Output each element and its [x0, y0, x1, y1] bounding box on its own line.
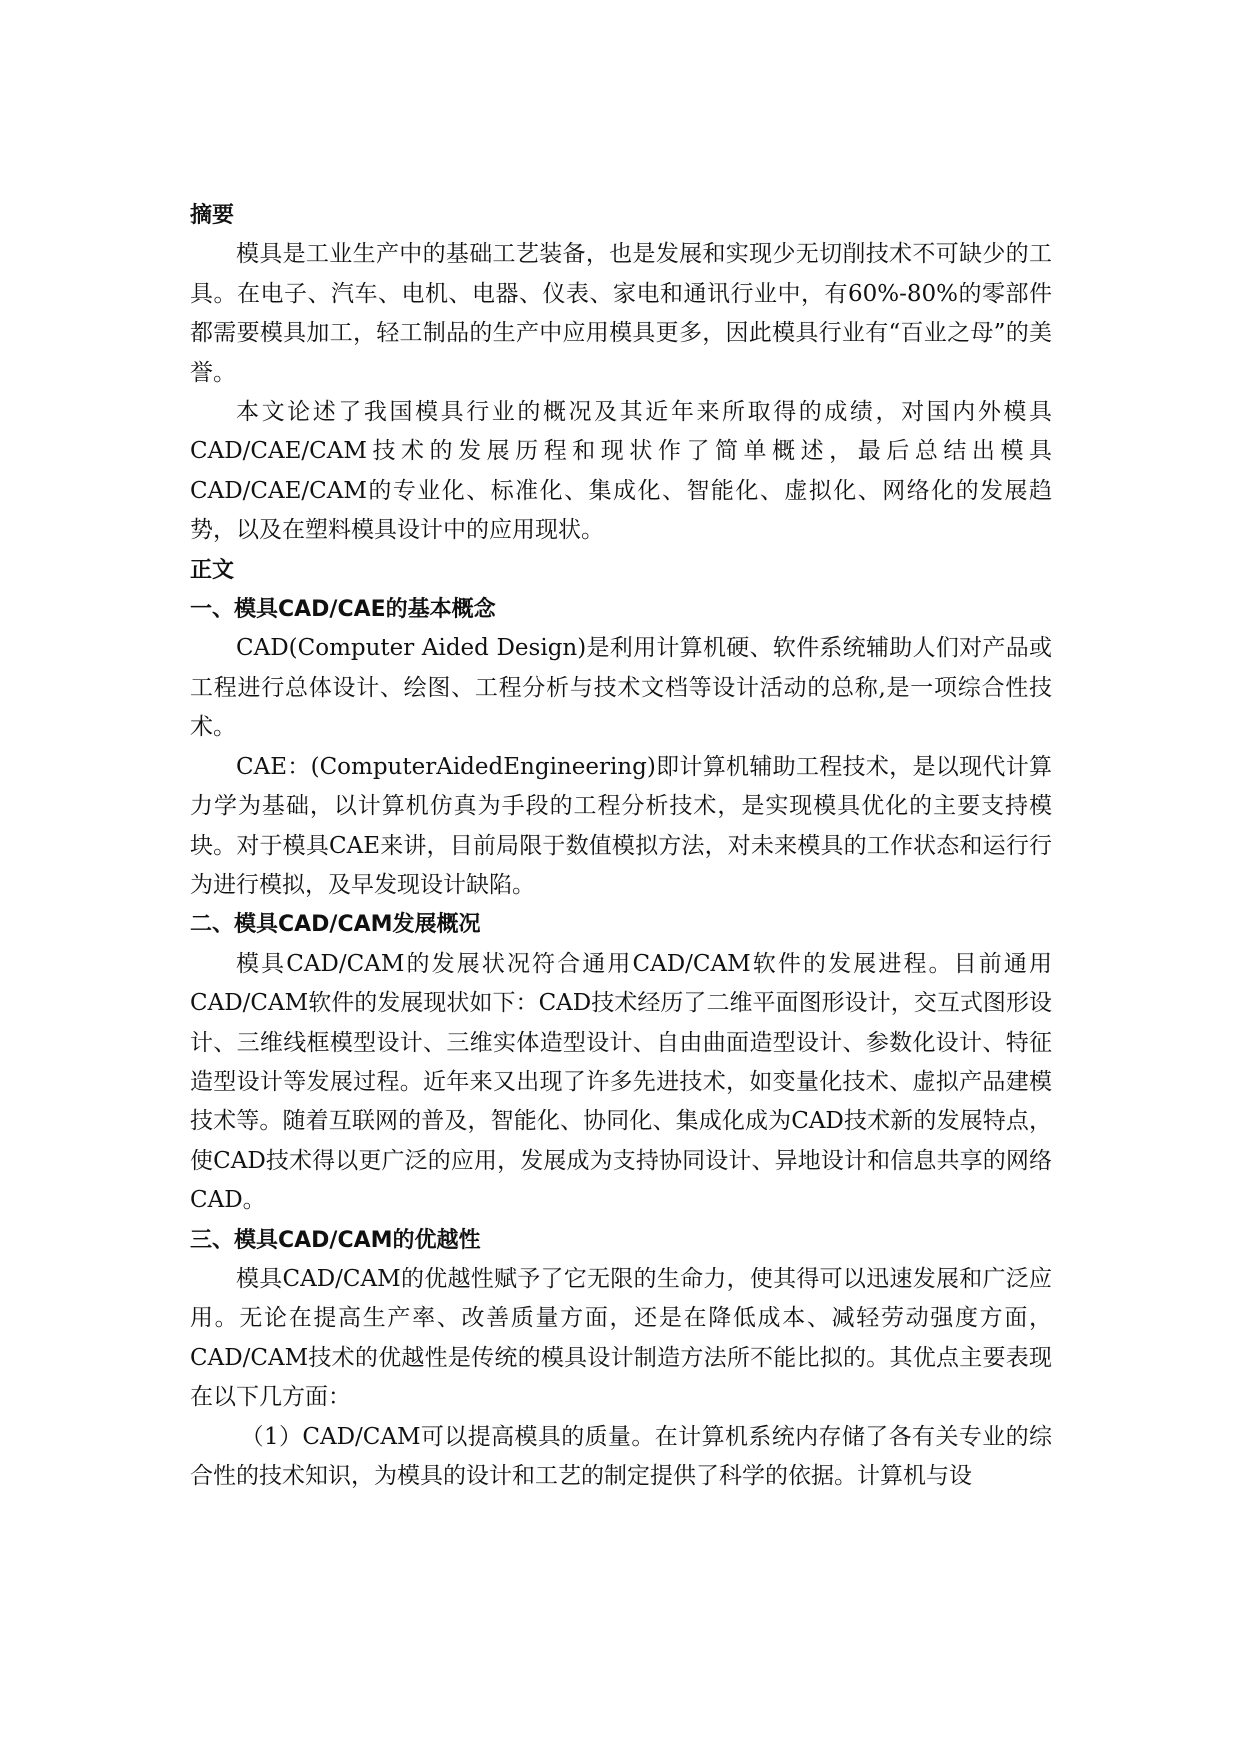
section-3-paragraph-intro: 模具CAD/CAM的优越性赋予了它无限的生命力，使其得可以迅速发展和广泛应用。无论在提高生产率、改善质量方面，还是在降低成本、减轻劳动强度方面，CAD/CAM技术的优越性是传统的模具设计制造方法所不能比拟的。其优点主要表现在以下几方面： [190, 1265, 1052, 1411]
abstract-paragraph-1: 模具是工业生产中的基础工艺装备，也是发展和实现少无切削技术不可缺少的工具。在电子、汽车、电机、电器、仪表、家电和通讯行业中，有60%-80%的零部件都需要模具加工，轻工制品的生产中应用模具更多，因此模具行业有“百业之母”的美誉。 [190, 241, 1052, 386]
section-3-paragraph-item-1: （1）CAD/CAM可以提高模具的质量。在计算机系统内存储了各有关专业的综合性的技术知识，为模具的设计和工艺的制定提供了科学的依据。计算机与设 [190, 1423, 1052, 1489]
section-2-heading: 二、模具CAD/CAM发展概况 [190, 912, 481, 938]
section-3-heading: 三、模具CAD/CAM的优越性 [190, 1227, 481, 1253]
abstract-paragraph-2: 本文论述了我国模具行业的概况及其近年来所取得的成绩，对国内外模具CAD/CAE/CAM技术的发展历程和现状作了简单概述，最后总结出模具CAD/CAE/CAM的专业化、标准化、集成化、智能化、虚拟化、网络化的发展趋势，以及在塑料模具设计中的应用现状。 [190, 399, 1052, 544]
section-1-paragraph-cad: CAD(Computer Aided Design)是利用计算机硬、软件系统辅助人们对产品或工程进行总体设计、绘图、工程分析与技术文档等设计活动的总称,是一项综合性技术。 [190, 635, 1052, 741]
abstract-heading: 摘要 [190, 203, 235, 228]
section-1-paragraph-cae: CAE：(ComputerAidedEngineering)即计算机辅助工程技术，是以现代计算力学为基础，以计算机仿真为手段的工程分析技术，是实现模具优化的主要支持模块。对于模具CAE来讲，目前局限于数值模拟方法，对未来模具的工作状态和运行行为进行模拟，及早发现设计缺陷。 [190, 753, 1052, 898]
section-1-heading: 一、模具CAD/CAE的基本概念 [190, 597, 496, 623]
body-heading: 正文 [190, 557, 235, 583]
section-2-paragraph: 模具CAD/CAM的发展状况符合通用CAD/CAM软件的发展进程。目前通用CAD/CAM软件的发展现状如下：CAD技术经历了二维平面图形设计，交互式图形设计、三维线框模型设计、三维实体造型设计、自由曲面造型设计、参数化设计、特征造型设计等发展过程。近年来又出现了许多先进技术，如变量化技术、虚拟产品建模技术等。随着互联网的普及，智能化、协同化、集成化成为CAD技术新的发展特点，使CAD技术得以更广泛的应用，发展成为支持协同设计、异地设计和信息共享的网络CAD。 [190, 950, 1052, 1214]
document-body [190, 196, 1052, 1496]
